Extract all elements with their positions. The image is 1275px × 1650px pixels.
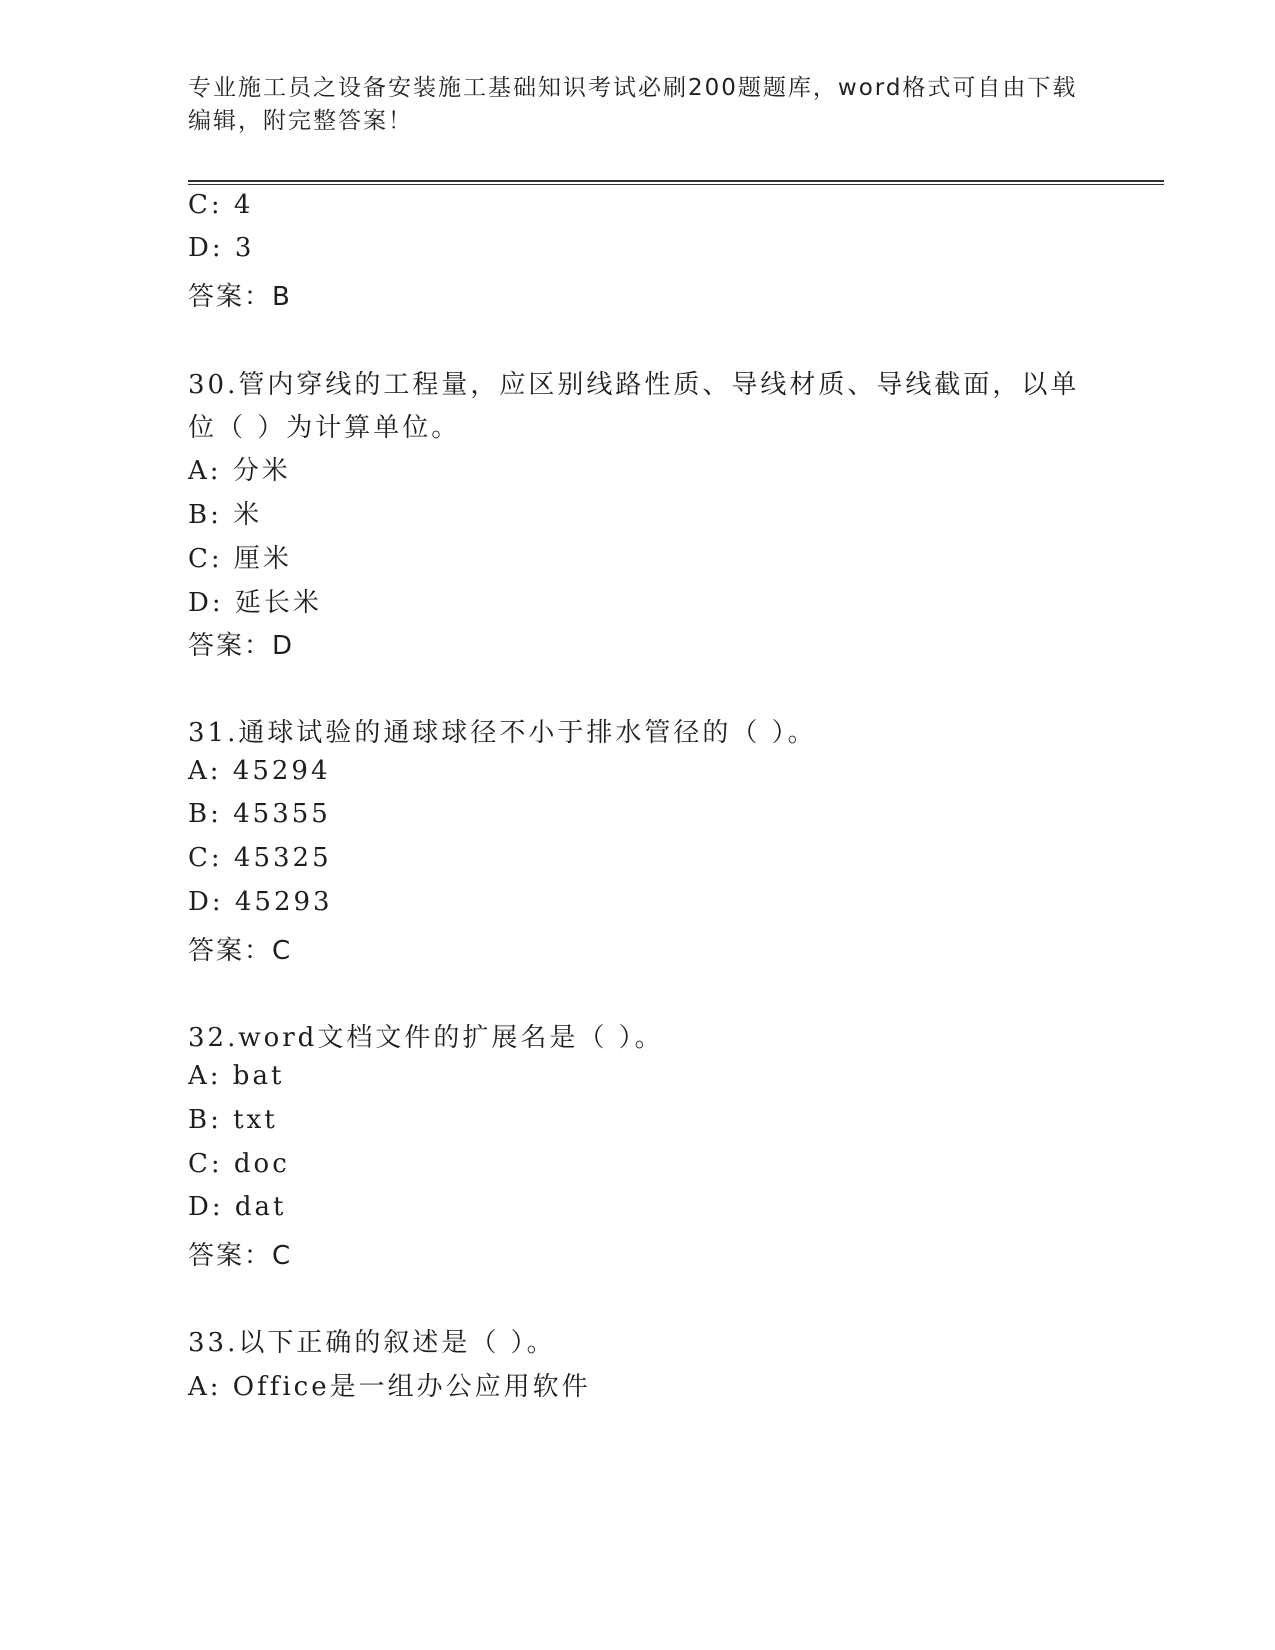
question-30-answer: 答案：D bbox=[188, 631, 295, 661]
question-31-option-d: D: 45293 bbox=[188, 887, 333, 917]
header-title-line-2: 编辑，附完整答案！ bbox=[188, 108, 413, 134]
header-divider-thick bbox=[188, 180, 1164, 182]
question-30-stem-line-2: 位（ ）为计算单位。 bbox=[188, 413, 461, 443]
question-31-option-b: B: 45355 bbox=[188, 799, 331, 829]
question-32-answer: 答案：C bbox=[188, 1241, 293, 1271]
question-32-option-c: C: doc bbox=[188, 1149, 290, 1179]
prev-option-d: D: 3 bbox=[188, 233, 255, 263]
question-32-option-d: D: dat bbox=[188, 1192, 287, 1222]
question-32-option-b: B: txt bbox=[188, 1105, 278, 1135]
question-31-option-c: C: 45325 bbox=[188, 843, 332, 873]
prev-option-c: C: 4 bbox=[188, 190, 254, 220]
header-title-line-1: 专业施工员之设备安装施工基础知识考试必刷200题题库，word格式可自由下载 bbox=[188, 75, 1078, 101]
question-30-option-b: B: 米 bbox=[188, 500, 263, 530]
question-30-option-d: D: 延长米 bbox=[188, 588, 322, 618]
header-divider-thin bbox=[188, 184, 1164, 185]
prev-answer: 答案：B bbox=[188, 282, 292, 312]
question-31-answer: 答案：C bbox=[188, 936, 293, 966]
question-33-option-a: A: Office是一组办公应用软件 bbox=[188, 1372, 591, 1402]
question-30-option-a: A: 分米 bbox=[188, 456, 291, 486]
question-32-option-a: A: bat bbox=[188, 1061, 285, 1091]
question-31-stem: 31.通球试验的通球球径不小于排水管径的（ ）。 bbox=[188, 718, 817, 748]
question-33-stem: 33.以下正确的叙述是（ ）。 bbox=[188, 1328, 556, 1358]
question-31-option-a: A: 45294 bbox=[188, 756, 331, 786]
question-32-stem: 32.word文档文件的扩展名是（ ）。 bbox=[188, 1023, 664, 1053]
question-30-stem-line-1: 30.管内穿线的工程量，应区别线路性质、导线材质、导线截面，以单 bbox=[188, 370, 1080, 400]
document-header bbox=[188, 72, 1088, 138]
question-30-option-c: C: 厘米 bbox=[188, 544, 292, 574]
